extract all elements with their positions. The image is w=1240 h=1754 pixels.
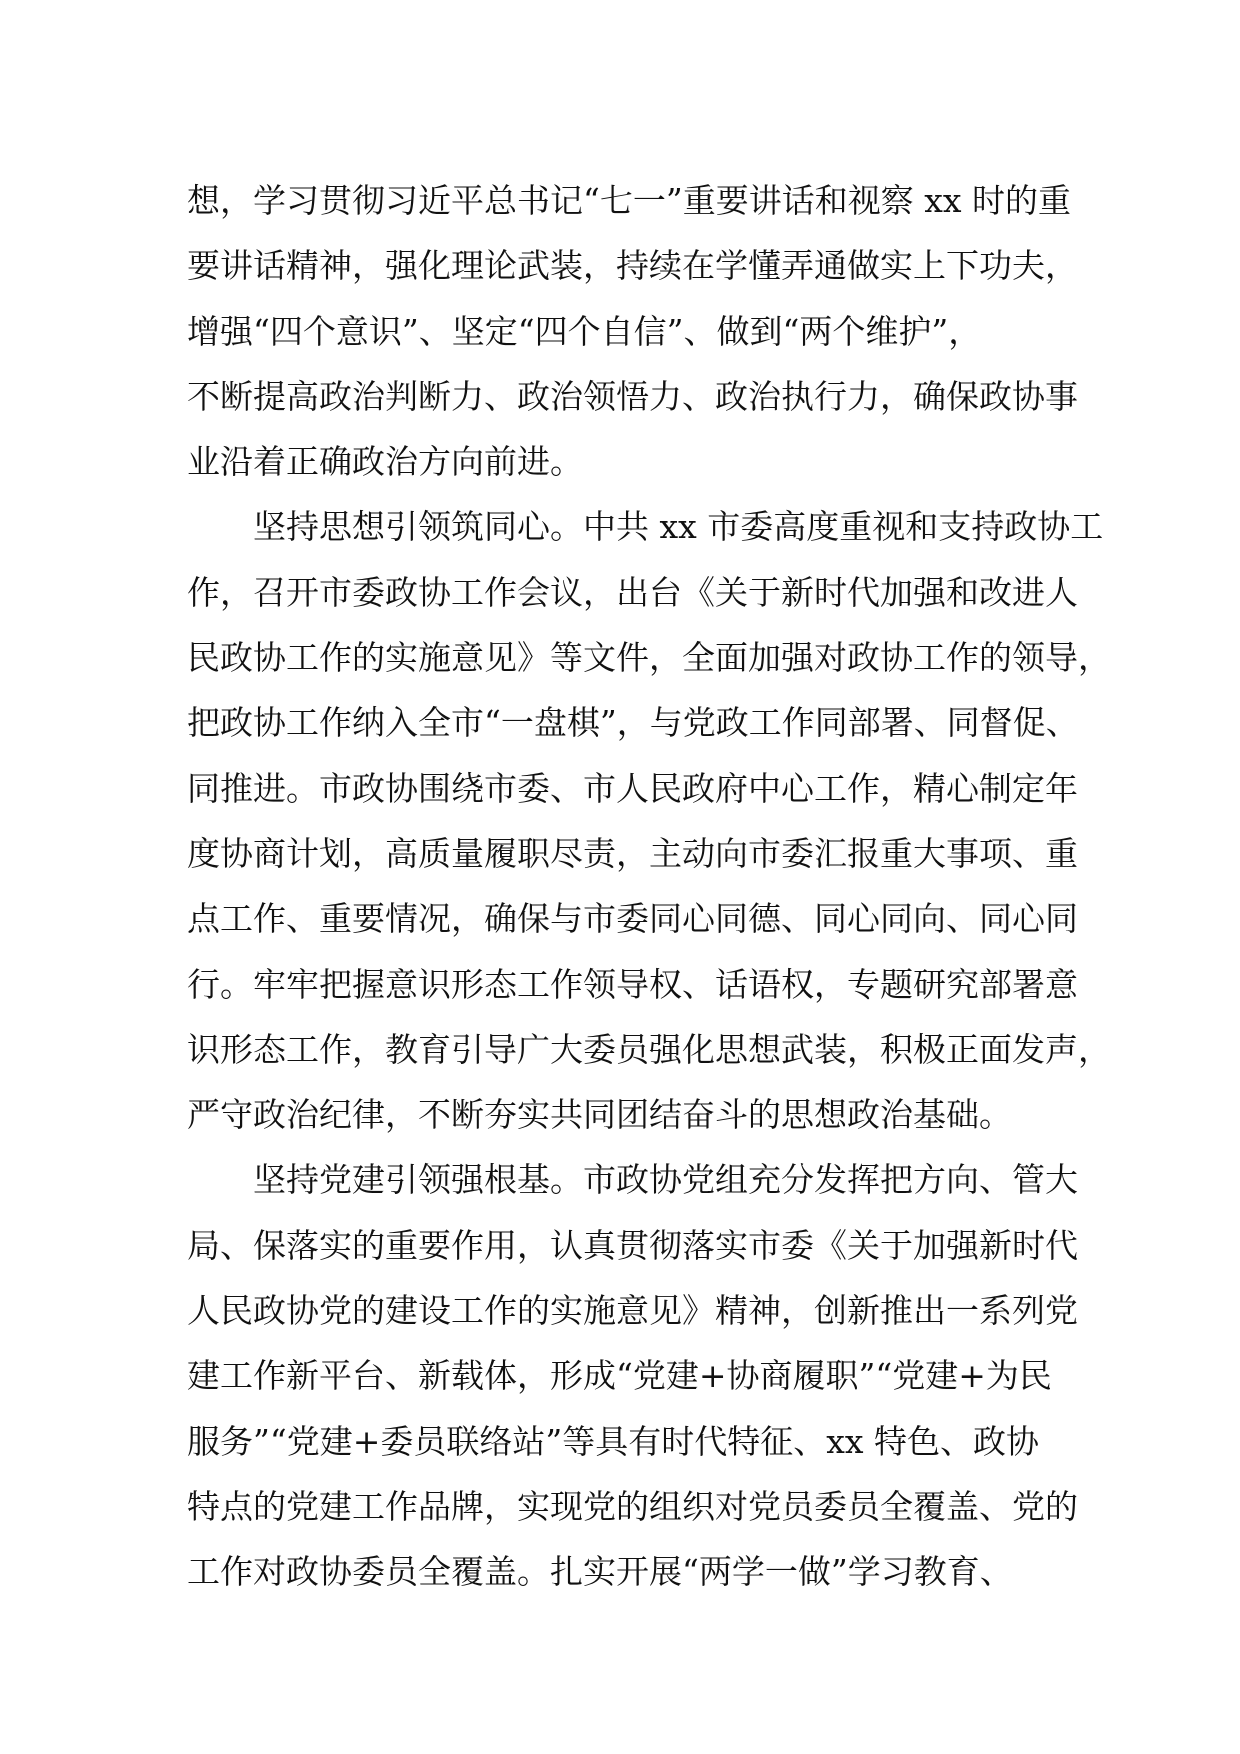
- paragraph-first-line: 坚持思想引领筑同心。中共 xx 市委高度重视和支持政协工: [253, 507, 1104, 547]
- text-line: 服务”“党建+委员联络站”等具有时代特征、xx 特色、政协: [187, 1421, 1039, 1461]
- text-line: 业沿着正确政治方向前进。: [187, 442, 583, 482]
- text-line: 工作对政协委员全覆盖。扎实开展“两学一做”学习教育、: [187, 1552, 1013, 1592]
- text-line: 局、保落实的重要作用，认真贯彻落实市委《关于加强新时代: [187, 1225, 1078, 1265]
- text-line: 特点的党建工作品牌，实现党的组织对党员委员全覆盖、党的: [187, 1486, 1078, 1526]
- text-line: 要讲话精神，强化理论武装，持续在学懂弄通做实上下功夫，: [187, 246, 1078, 286]
- text-line: 识形态工作，教育引导广大委员强化思想武装，积极正面发声，: [187, 1029, 1111, 1069]
- text-line: 点工作、重要情况，确保与市委同心同德、同心同向、同心同: [187, 899, 1078, 939]
- text-line: 严守政治纪律，不断夯实共同团结奋斗的思想政治基础。: [187, 1095, 1012, 1135]
- text-line: 建工作新平台、新载体，形成“党建+协商履职”“党建+为民: [187, 1356, 1052, 1396]
- text-line: 同推进。市政协围绕市委、市人民政府中心工作，精心制定年: [187, 768, 1078, 808]
- text-line: 不断提高政治判断力、政治领悟力、政治执行力，确保政协事: [187, 376, 1078, 416]
- text-line: 作，召开市委政协工作会议，出台《关于新时代加强和改进人: [187, 572, 1078, 612]
- text-line: 度协商计划，高质量履职尽责，主动向市委汇报重大事项、重: [187, 833, 1078, 873]
- body-text: [187, 168, 1111, 1605]
- text-line: 想，学习贯彻习近平总书记“七一”重要讲话和视察 xx 时的重: [187, 181, 1071, 220]
- text-line: 人民政协党的建设工作的实施意见》精神，创新推出一系列党: [187, 1291, 1078, 1331]
- text-line: 民政协工作的实施意见》等文件，全面加强对政协工作的领导，: [187, 638, 1111, 678]
- text-line: 行。牢牢把握意识形态工作领导权、话语权，专题研究部署意: [187, 964, 1078, 1004]
- text-line: 把政协工作纳入全市“一盘棋”，与党政工作同部署、同督促、: [187, 703, 1079, 743]
- text-line: 增强“四个意识”、坚定“四个自信”、做到“两个维护”，: [187, 311, 982, 351]
- paragraph-first-line: 坚持党建引领强根基。市政协党组充分发挥把方向、管大: [253, 1160, 1078, 1200]
